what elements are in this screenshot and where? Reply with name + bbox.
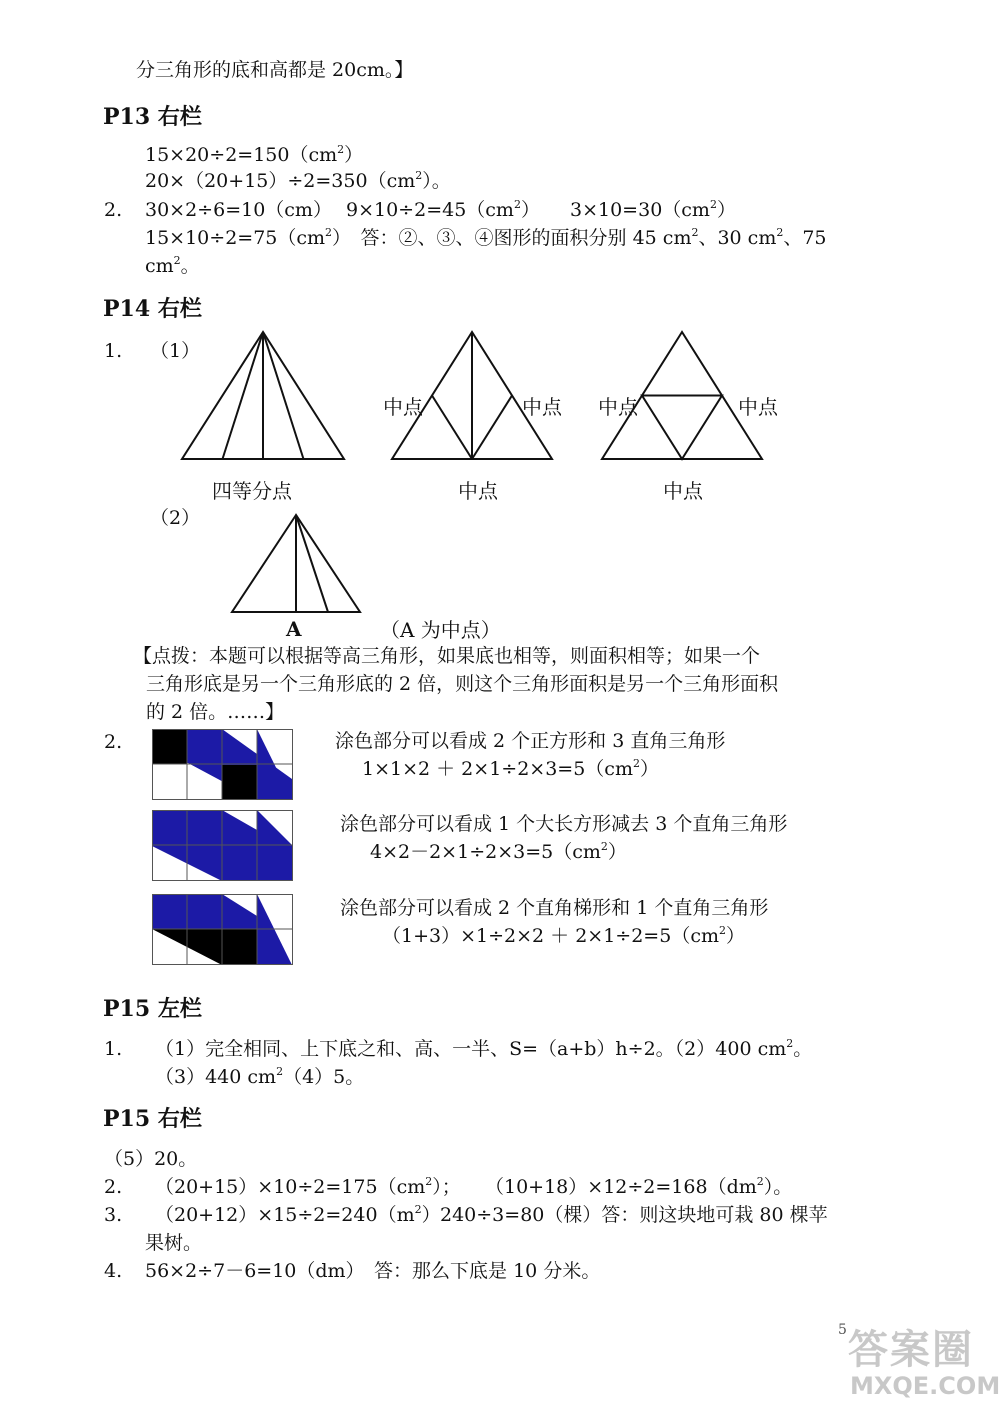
grid3-formula-text: （1+3）×1÷2×2 ＋ 2×1÷2=5（cm <box>382 925 719 947</box>
p13-item2-number: 2. <box>104 199 123 221</box>
p15r-item2-b-end: ）。 <box>763 1176 793 1198</box>
p13-line2-text: 20×（20+15）÷2=350（cm <box>145 170 416 192</box>
p13-line1-end: ） <box>344 144 364 166</box>
p15r-item4-number: 4. <box>104 1260 123 1282</box>
tip-line3: 的 2 倍。……】 <box>146 701 285 723</box>
p15r-item3-number: 3. <box>104 1204 123 1226</box>
p14-sub2-label: （2） <box>150 507 201 529</box>
p15l-line1-sup: 2 <box>786 1037 794 1050</box>
p13-line2-sup: 2 <box>415 169 423 182</box>
grid2-formula-text: 4×2－2×1÷2×3=5（cm <box>370 841 601 863</box>
grid1-formula <box>362 757 659 781</box>
fig3-label-bottom: 中点 <box>663 479 703 503</box>
p15r-item2-a-sup: 2 <box>425 1175 433 1188</box>
p15l-line2-b: （4）5。 <box>283 1066 365 1088</box>
p15r-item2-a <box>155 1175 461 1199</box>
p13-item2-line2-b-sup: 2 <box>691 226 699 239</box>
p15l-line2-sup: 2 <box>276 1065 284 1078</box>
p15r-item3-line2: 果树。 <box>145 1232 203 1254</box>
p13-item2-c-text: 3×10=30（cm <box>570 199 710 221</box>
watermark-logo-top: 答案圈 <box>848 1327 974 1373</box>
section-heading-p15-left: P15 左栏 <box>103 996 202 1022</box>
grid2-formula-end: ） <box>607 841 627 863</box>
p15r-item5: （5）20。 <box>104 1148 198 1170</box>
p15r-item3-a-sup: 2 <box>414 1203 422 1216</box>
tip-line2: 三角形底是另一个三角形底的 2 倍，则这个三角形面积是另一个三角形面积 <box>146 673 779 695</box>
p15r-item4: 56×2÷7－6=10（dm） 答：那么下底是 10 分米。 <box>145 1260 601 1282</box>
grid1-formula-text: 1×1×2 ＋ 2×1÷2×3=5（cm <box>362 758 633 780</box>
section-heading-p14-right: P14 右栏 <box>103 296 202 322</box>
p13-item2-b-end: ） <box>520 199 540 221</box>
p15r-item2-number: 2. <box>104 1176 123 1198</box>
grid1-formula-sup: 2 <box>632 757 640 770</box>
page-number: 5 <box>838 1322 847 1338</box>
p15l-item1-number: 1. <box>104 1038 123 1060</box>
p13-item2-line2-b: ） 答：②、③、④图形的面积分别 45 cm <box>332 227 692 249</box>
fig2-label-bottom: 中点 <box>458 479 498 503</box>
grid3-formula-sup: 2 <box>718 924 726 937</box>
fig2-label-left: 中点 <box>383 395 423 419</box>
fig4-note: （A 为中点） <box>380 618 501 642</box>
p13-item2-line3-sup: 2 <box>173 254 181 267</box>
grid2-text: 涂色部分可以看成 1 个大长方形减去 3 个直角三角形 <box>340 813 788 835</box>
p15r-item2-a-end: ）； <box>432 1176 461 1198</box>
p15r-item2-b <box>485 1175 792 1199</box>
fig3-label-left: 中点 <box>598 395 638 419</box>
p13-item2-a: 30×2÷6=10（cm） <box>145 199 332 221</box>
p15l-line1-text: （1）完全相同、上下底之和、高、一半、S=（a+b）h÷2。（2）400 cm <box>155 1038 787 1060</box>
p13-line1-text: 15×20÷2=150（cm <box>145 144 338 166</box>
section-heading-p15-right: P15 右栏 <box>103 1106 202 1132</box>
fig3-label-right: 中点 <box>738 395 778 419</box>
grid1-text: 涂色部分可以看成 2 个正方形和 3 直角三角形 <box>335 730 726 752</box>
p15r-item2-b-text: （10+18）×12÷2=168（dm <box>485 1176 757 1198</box>
fig1-label: 四等分点 <box>212 479 292 503</box>
p15l-line1 <box>155 1037 812 1061</box>
fig2-label-right: 中点 <box>522 395 562 419</box>
p13-item2-line3-end: 。 <box>180 255 200 277</box>
p15r-item3-b: 240÷3=80（棵）答：则这块地可栽 80 棵苹 <box>440 1204 828 1226</box>
p15r-item3-a <box>155 1203 441 1227</box>
p14-sub1-label: （1） <box>150 340 201 362</box>
intro-line: 分三角形的底和高都是 20cm。】 <box>136 59 414 81</box>
tip-line1: 【点拨：本题可以根据等高三角形，如果底也相等，则面积相等；如果一个 <box>133 645 761 667</box>
p13-item2-c-end: ） <box>716 199 736 221</box>
p14-item1-number: 1. <box>104 340 123 362</box>
p15l-line2-a: （3）440 cm <box>155 1066 277 1088</box>
p15r-item3-a-end: ） <box>421 1204 441 1226</box>
grid-figure-2 <box>152 810 294 882</box>
p13-line1-sup: 2 <box>337 143 345 156</box>
p13-item2-line2-c: 、30 cm <box>698 227 777 249</box>
p13-item2-line3-text: cm <box>145 255 174 277</box>
p13-item2-c-sup: 2 <box>709 198 717 211</box>
p13-item2-line2-a-sup: 2 <box>325 226 333 239</box>
p13-item2-b-sup: 2 <box>513 198 521 211</box>
p15r-item2-a-text: （20+15）×10÷2=175（cm <box>155 1176 426 1198</box>
grid3-formula <box>382 924 745 948</box>
grid2-formula <box>370 840 627 864</box>
p13-item2-line2-d: 、75 <box>783 227 827 249</box>
grid2-formula-sup: 2 <box>600 840 608 853</box>
grid1-formula-end: ） <box>639 758 659 780</box>
p13-item2-b-text: 9×10÷2=45（cm <box>346 199 514 221</box>
p13-item2-line2-a: 15×10÷2=75（cm <box>145 227 326 249</box>
p13-item2-line2-c-sup: 2 <box>776 226 784 239</box>
p15l-line2 <box>155 1065 364 1089</box>
watermark-logo-bottom: MXQE.COM <box>850 1372 1000 1400</box>
section-heading-p13-right: P13 右栏 <box>103 104 202 130</box>
grid-figure-3 <box>152 894 294 966</box>
grid3-text: 涂色部分可以看成 2 个直角梯形和 1 个直角三角形 <box>340 897 769 919</box>
fig4-label-a: A <box>286 617 302 641</box>
grid3-formula-end: ） <box>725 925 745 947</box>
p15l-line1-end: 。 <box>793 1038 813 1060</box>
p15r-item2-b-sup: 2 <box>756 1175 764 1188</box>
grid-figure-1 <box>152 729 294 801</box>
p14-item2-number: 2. <box>104 731 123 753</box>
p13-line2-end: ）。 <box>422 170 451 192</box>
p15r-item3-a-text: （20+12）×15÷2=240（m <box>155 1204 415 1226</box>
